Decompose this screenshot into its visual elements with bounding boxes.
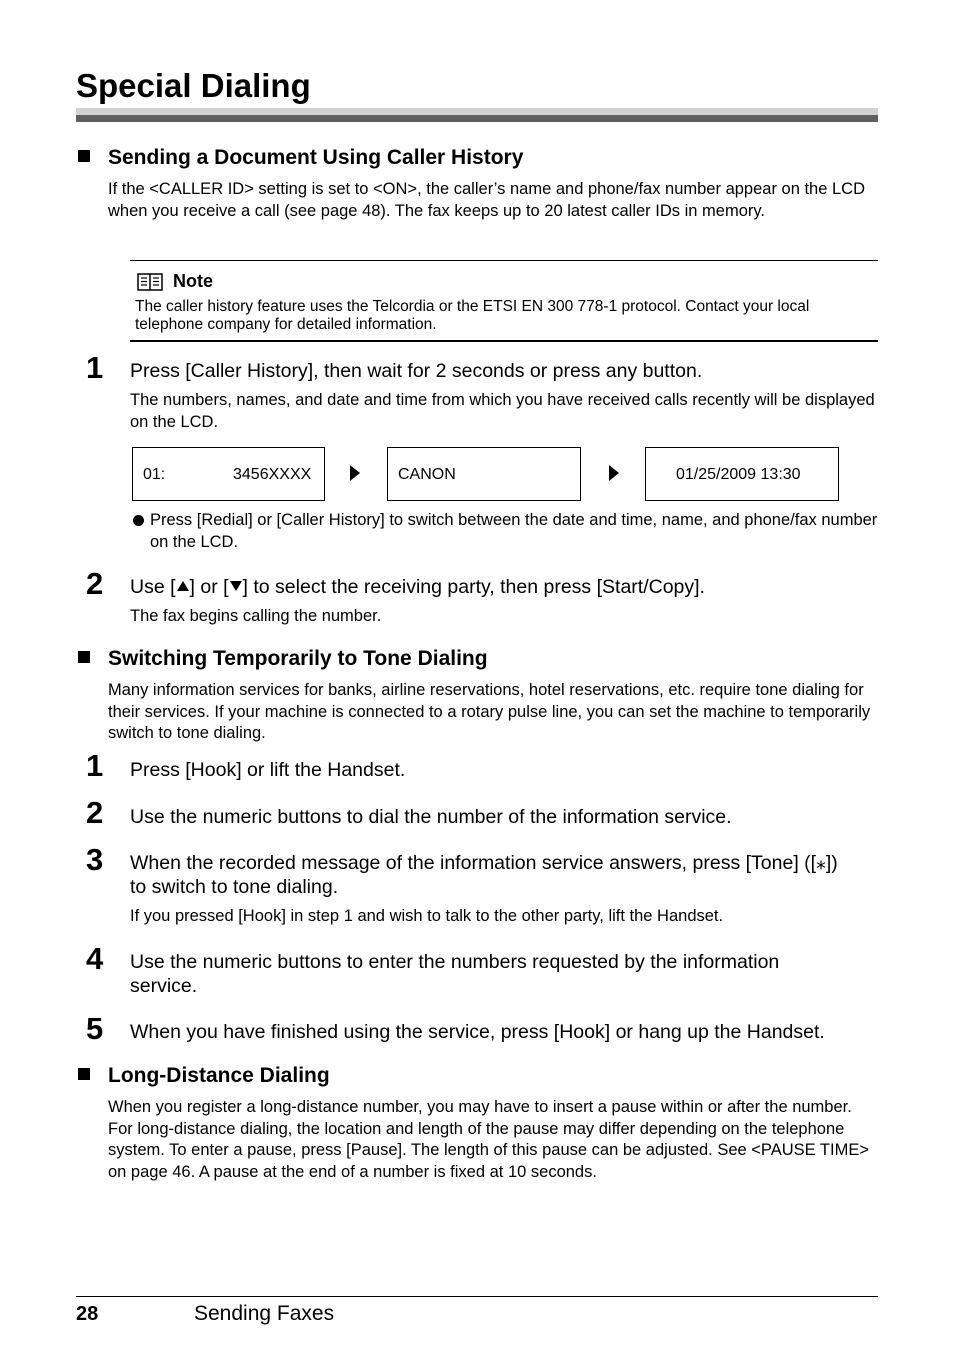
up-arrow-icon <box>176 580 190 592</box>
title-rule-accent <box>76 115 878 122</box>
step-number: 5 <box>86 1011 104 1046</box>
step-text: Use the numeric buttons to enter the numbers requested by the information service. <box>130 951 780 997</box>
lcd-screen-name <box>387 447 581 501</box>
lcd-number: 3456XXXX <box>233 466 312 483</box>
lcd-screen-datetime <box>645 447 839 501</box>
section-intro-tone-dialing: Many information services for banks, airline reservations, hotel reservations, etc. require tone dialing for their services. If your machine is connected to a rotary pulse line, you can set the machine to temporarily switch to tone dialing. <box>108 681 871 742</box>
note-book-icon <box>137 273 163 296</box>
footer-rule <box>76 1296 878 1297</box>
arrow-right-icon <box>349 464 361 486</box>
step-subtext: If you pressed [Hook] in step 1 and wish to talk to the other party, lift the Handset. <box>130 907 724 925</box>
step-text: Press [Caller History], then wait for 2 seconds or press any button. <box>130 360 703 382</box>
step-text: When the recorded message of the information service answers, press [Tone] ([⁎]) to switch to tone dialing. <box>130 852 838 898</box>
page-title: Special Dialing <box>76 67 311 104</box>
section-intro-long-distance: When you register a long-distance number, you may have to insert a pause within or after the number. For long-distance dialing, the location and length of the pause may differ depending on the telephone system. To enter a pause, press [Pause]. The length of this pause can be adjusted. See <PAUSE TIME> on page 46. A pause at the end of a number is fixed at 10 seconds. <box>108 1098 869 1181</box>
step-text: Use [ ] or [ ] to select the receiving party, then press [Start/Copy]. <box>130 576 705 598</box>
note-rule-bottom <box>130 340 878 342</box>
lcd-datetime: 01/25/2009 13:30 <box>676 466 801 483</box>
step-number: 4 <box>86 941 104 976</box>
step-text: Use the numeric buttons to dial the number of the information service. <box>130 806 732 828</box>
lcd-name: CANON <box>398 466 456 483</box>
step-text: Press [Hook] or lift the Handset. <box>130 759 406 781</box>
chapter-title: Sending Faxes <box>194 1302 335 1325</box>
note-rule-top <box>130 260 878 261</box>
section-intro-caller-history: If the <CALLER ID> setting is set to <ON>, the caller’s name and phone/fax number appear on the LCD when you receive a call (see page 48). The fax keeps up to 20 latest caller IDs in memory. <box>108 180 865 220</box>
section-heading-tone-dialing: Switching Temporarily to Tone Dialing <box>78 646 488 672</box>
step-subtext: The numbers, names, and date and time from which you have received calls recently will be displayed on the LCD. <box>130 391 875 431</box>
arrow-right-icon <box>608 464 620 486</box>
down-arrow-icon <box>229 580 243 592</box>
section-heading-long-distance: Long-Distance Dialing <box>78 1063 330 1089</box>
step-number: 3 <box>86 842 104 877</box>
step-number: 2 <box>86 795 104 830</box>
step-number: 2 <box>86 566 104 601</box>
star-symbol-icon: ⁎ <box>816 852 826 874</box>
bullet-dot-icon <box>133 515 144 526</box>
step-subtext: The fax begins calling the number. <box>130 607 382 625</box>
square-bullet-icon <box>78 150 90 162</box>
square-bullet-icon <box>78 1068 90 1080</box>
note-label: Note <box>173 271 213 291</box>
step-text: When you have finished using the service, press [Hook] or hang up the Handset. <box>130 1021 825 1043</box>
square-bullet-icon <box>78 651 90 663</box>
lcd-index: 01: <box>143 466 166 483</box>
step-number: 1 <box>86 350 104 385</box>
lcd-screen-number <box>132 447 325 501</box>
section-heading-caller-history: Sending a Document Using Caller History <box>78 145 523 171</box>
bullet-text: Press [Redial] or [Caller History] to switch between the date and time, name, and phone/fax number on the LCD. <box>150 511 878 551</box>
page-number: 28 <box>76 1303 99 1325</box>
step-number: 1 <box>86 748 104 783</box>
note-text: The caller history feature uses the Telcordia or the ETSI EN 300 778-1 protocol. Contact your local telephone company for detailed information. <box>135 298 810 333</box>
